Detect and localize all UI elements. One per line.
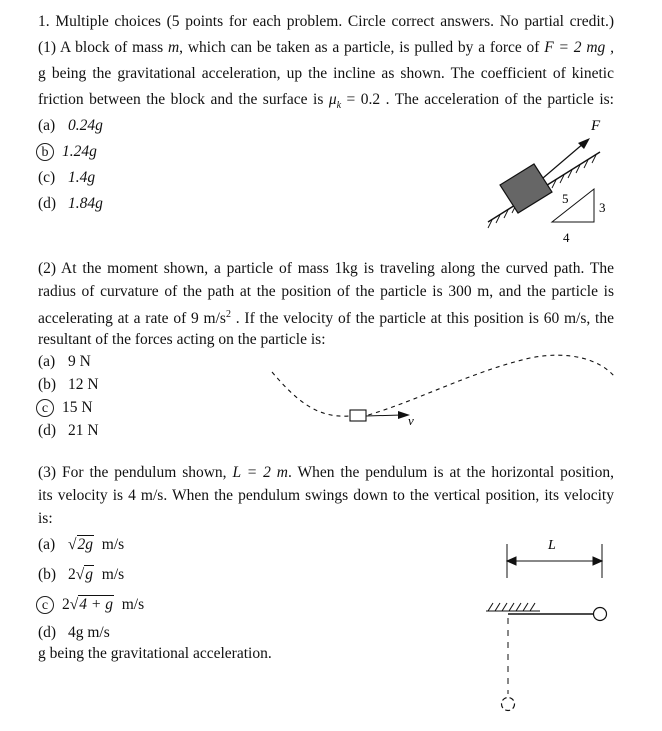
q1-text-c: friction between the block and the surface is bbox=[38, 91, 329, 108]
velocity-label: v bbox=[408, 413, 414, 428]
option-units: m/s bbox=[94, 536, 125, 553]
q3-text-b: . When the pendulum is at the horizontal position, bbox=[287, 464, 614, 481]
ceiling-support bbox=[486, 603, 540, 611]
sqrt-sign: √ bbox=[68, 536, 77, 553]
option-units: m/s bbox=[113, 596, 145, 613]
option-value: 1.4g bbox=[68, 169, 96, 186]
option-label: (b) bbox=[38, 376, 57, 393]
option-label: (a) bbox=[38, 536, 56, 553]
q3-note: g being the gravitational acceleration. bbox=[38, 645, 272, 662]
q1-text-a: (1) A block of mass bbox=[38, 39, 168, 56]
circled-answer-mark: b bbox=[36, 143, 54, 161]
option-radicand: 2g bbox=[77, 536, 94, 553]
option-label: (d) bbox=[38, 195, 57, 212]
option-label: (c) bbox=[38, 169, 56, 186]
option-radicand: 4 + g bbox=[79, 596, 113, 613]
q1-text-d: = 0.2 . The acceleration of the particle is: bbox=[341, 91, 614, 108]
slope-horiz: 4 bbox=[563, 230, 570, 245]
force-label: F bbox=[591, 118, 601, 134]
length-label: L bbox=[548, 538, 556, 553]
q3-length-eq: L = 2 m bbox=[232, 464, 288, 481]
option-label: (d) bbox=[38, 624, 57, 641]
slope-hyp: 5 bbox=[562, 191, 569, 206]
q2-text-b: . If the velocity of the particle at this position is 60 m/s, the bbox=[230, 310, 614, 328]
option-value: 4g m/s bbox=[68, 624, 110, 641]
sqrt-sign: √ bbox=[75, 566, 85, 583]
option-value: 1.84g bbox=[68, 195, 103, 212]
q1-mu: μ bbox=[328, 91, 337, 108]
q3-line3: is: bbox=[38, 510, 53, 527]
pendulum-bob-vertical bbox=[502, 698, 515, 711]
option-value: 9 N bbox=[68, 353, 91, 370]
q1-line2: g being the gravitational acceleration, up the incline as shown. The coefficient of kinetic bbox=[38, 65, 614, 82]
option-radicand: g bbox=[85, 566, 94, 583]
slope-vert: 3 bbox=[599, 200, 606, 215]
option-label: (b) bbox=[38, 566, 57, 583]
option-value: 21 N bbox=[68, 422, 99, 439]
option-coef: 2 bbox=[62, 596, 70, 613]
option-label: (d) bbox=[38, 422, 57, 439]
option-value: 15 N bbox=[62, 399, 93, 416]
q2-line4: resultant of the forces acting on the particle is: bbox=[38, 331, 326, 348]
q1-mu-sub: k bbox=[336, 100, 342, 112]
option-value: 0.24g bbox=[68, 117, 103, 134]
q2-text-a: accelerating at a rate of 9 m/s bbox=[38, 310, 226, 328]
option-coef: 2 bbox=[68, 566, 76, 583]
circled-answer-mark: c bbox=[36, 399, 54, 417]
q1-text-b: , which can be taken as a particle, is pulled by a force of bbox=[179, 39, 545, 56]
q2-line1: (2) At the moment shown, a particle of mass 1kg is traveling along the curved path. The bbox=[38, 260, 614, 277]
q1-mass-var: m bbox=[167, 39, 180, 56]
q3-line2: its velocity is 4 m/s. When the pendulum swings down to the vertical position, its velocity bbox=[38, 487, 614, 504]
q1-force-eq: F = 2 mg , bbox=[544, 39, 614, 56]
circled-answer-mark: c bbox=[36, 596, 54, 614]
q2-sup: 2 bbox=[225, 309, 231, 320]
option-label: (a) bbox=[38, 353, 56, 370]
option-value: 1.24g bbox=[62, 143, 97, 160]
sqrt-sign: √ bbox=[69, 596, 79, 613]
section-header: 1. Multiple choices (5 points for each problem. Circle correct answers. No partial credit.) bbox=[38, 13, 614, 30]
option-value: 12 N bbox=[68, 376, 99, 393]
q3-text-a: (3) For the pendulum shown, bbox=[38, 464, 233, 481]
q2-line2: radius of curvature of the path at the position of the particle is 300 m, and the particle is bbox=[38, 283, 614, 300]
option-label: (a) bbox=[38, 117, 56, 134]
option-units: m/s bbox=[94, 566, 125, 583]
pendulum-bob bbox=[594, 608, 607, 621]
